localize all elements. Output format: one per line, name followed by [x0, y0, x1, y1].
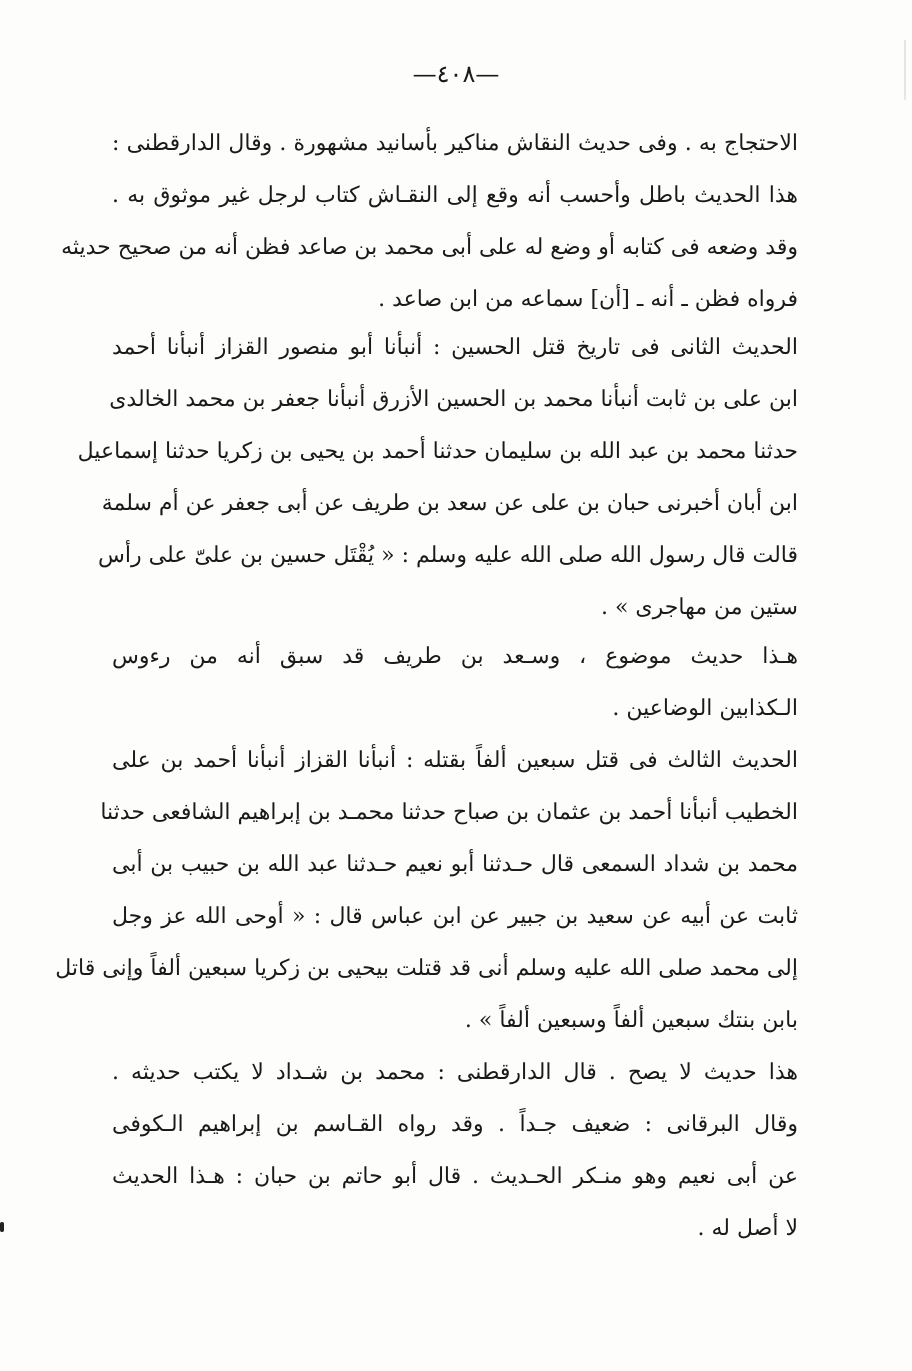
text-line: وقد وضعه فى كتابه أو وضع له على أبى محمد بن صاعد فظن أنه من صحيح حديثه: [61, 235, 798, 260]
paragraph-3: [112, 631, 798, 735]
text-line: عن أبى نعيم وهو منـكر الحـديث . قال أبو حاتم بن حبان : هـذا الحديث: [112, 1164, 798, 1189]
text-line: محمد بن شداد السمعى قال حـدثنا أبو نعيم حـدثنا عبد الله بن حبيب بن أبى: [112, 852, 798, 877]
text-line: هـذا حديث موضوع ، وسـعد بن طريف قد سبق أنه من رءوس: [112, 644, 798, 669]
scan-corner-mark: [904, 40, 906, 100]
paragraph-4: [55, 735, 798, 1047]
text-line: قالت قال رسول الله صلى الله عليه وسلم : « يُقْتَل حسين بن علىّ على رأس: [98, 543, 798, 568]
text-line: الـكذابين الوضاعين .: [612, 696, 798, 721]
text-line: ابن على بن ثابت أنبأنا محمد بن الحسين الأزرق أنبأنا جعفر بن محمد الخالدى: [109, 387, 798, 412]
text-line: الاحتجاج به . وفى حديث النقاش مناكير بأسانيد مشهورة . وقال الدارقطنى :: [112, 131, 798, 156]
text-line: الحديث الثانى فى تاريخ قتل الحسين : أنبأنا أبو منصور القزاز أنبأنا أحمد: [112, 335, 798, 360]
page-number: —٤٠٨—: [412, 60, 500, 88]
paragraph-5: [112, 1047, 798, 1255]
text-line: هذا الحديث باطل وأحسب أنه وقع إلى النقـاش كتاب لرجل غير موثوق به .: [112, 183, 798, 208]
text-line: لا أصل له .: [697, 1216, 798, 1241]
text-line: ستين من مهاجرى » .: [600, 595, 798, 620]
paragraph-2: [77, 322, 798, 634]
text-line: الحديث الثالث فى قتل سبعين ألفاً بقتله : أنبأنا القزاز أنبأنا أحمد بن على: [112, 748, 798, 773]
text-line: حدثنا محمد بن عبد الله بن سليمان حدثنا أحمد بن يحيى بن زكريا حدثنا إسماعيل: [77, 439, 798, 464]
paragraph-1: [61, 118, 798, 326]
text-line: هذا حديث لا يصح . قال الدارقطنى : محمد بن شـداد لا يكتب حديثه .: [112, 1060, 798, 1085]
text-line: إلى محمد صلى الله عليه وسلم أنى قد قتلت بيحيى بن زكريا سبعين ألفاً وإنى قاتل: [55, 956, 798, 981]
scan-edge-mark: [0, 1222, 4, 1232]
text-line: الخطيب أنبأنا أحمد بن عثمان بن صباح حدثنا محمـد بن إبراهيم الشافعى حدثنا: [100, 800, 798, 825]
text-line: فرواه فظن ـ أنه ـ [أن] سماعه من ابن صاعد .: [378, 287, 798, 312]
text-line: ثابت عن أبيه عن سعيد بن جبير عن ابن عباس قال : « أوحى الله عز وجل: [112, 904, 798, 929]
text-line: ابن أبان أخبرنى حبان بن على عن سعد بن طريف عن أبى جعفر عن أم سلمة: [101, 491, 798, 516]
text-line: بابن بنتك سبعين ألفاً وسبعين ألفاً » .: [464, 1008, 798, 1033]
text-line: وقال البرقانى : ضعيف جـداً . وقد رواه القـاسم بن إبراهيم الـكوفى: [112, 1112, 798, 1137]
